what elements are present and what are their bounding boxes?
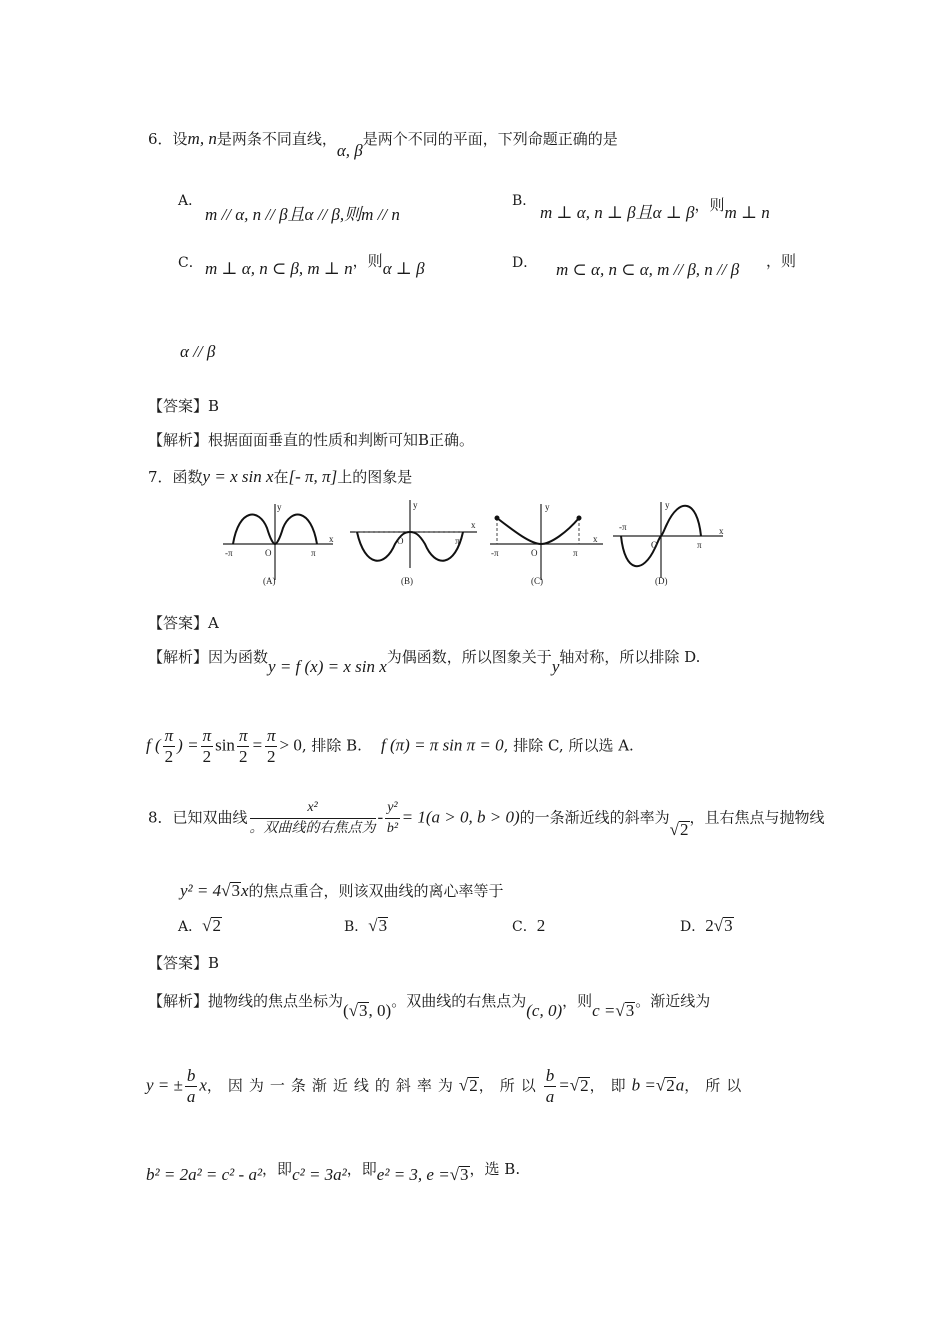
graph-d-y-label: y	[665, 500, 670, 510]
q8-option-d: D．2√3	[680, 916, 733, 935]
q7-l2-text2: , 排除 C, 所以选 A.	[503, 736, 634, 755]
q7-analysis-line1	[148, 646, 701, 676]
q7-analysis-text3: 轴对称，所以排除 D.	[559, 648, 701, 666]
q8-frac-x	[250, 798, 376, 839]
graph-b-origin: O	[397, 536, 404, 546]
q8-slope: √2	[669, 819, 689, 839]
q8-l3-t1: ，即	[262, 1160, 293, 1178]
q8-option-d-pre: 2	[705, 916, 714, 935]
q6-option-c	[205, 252, 425, 279]
graph-a-label: (A)	[263, 576, 276, 586]
q7-answer-value: A	[208, 614, 219, 632]
q8-a3-expr: c =√3	[592, 1001, 635, 1020]
q6-option-b-then: ，则	[694, 196, 725, 214]
q8-y2: y²	[385, 798, 399, 819]
q6-analysis-text: 根据面面垂直的性质和判断可知B正确。	[208, 431, 475, 449]
q8-analysis-line2: y = ± $\frac{b}{a}$ x，因为一条渐近线的斜率为√2，所以 $\frac{b}{a}$ =√2，即b =√2a，所以	[146, 1066, 748, 1106]
q7-stem	[148, 466, 412, 487]
q7-on: 在	[273, 468, 289, 486]
q8-l3-expr2: c² = 3a²	[292, 1165, 347, 1184]
q8-l2-frac2	[544, 1066, 557, 1107]
q7-l2-frac2-den: 2	[202, 747, 212, 766]
q8-l3-t3: ，选 B.	[469, 1160, 521, 1178]
q8-option-a-label: A．	[178, 919, 203, 935]
q8-b2: b²	[386, 821, 399, 836]
graph-b-x-label: x	[471, 520, 476, 530]
graph-c-origin: O	[531, 548, 538, 558]
q8-x2: x²	[250, 798, 376, 819]
q8-parabola-pre: y² = 4	[180, 881, 222, 900]
q8-a1-expr-post: , 0)	[368, 1001, 392, 1020]
q6-option-b-concl: m ⊥ n	[724, 203, 770, 222]
q7-text: 上的图象是	[337, 468, 413, 486]
q8-a2: 。双曲线的右焦点为	[249, 821, 376, 836]
q6-text1: 是两条不同直线，	[216, 130, 337, 148]
q6-option-d-then: ，则	[766, 252, 797, 270]
q8-l2-t3: ，即	[589, 1076, 632, 1095]
q8-a1-expr-pre: (	[343, 1001, 349, 1020]
q8-l2-y: y = ±	[146, 1075, 183, 1095]
q8-option-c-label: C．	[512, 919, 537, 935]
q7-analysis-y: y	[551, 657, 560, 676]
q8-l2-eq: =	[558, 1075, 570, 1095]
graph-c	[490, 502, 603, 586]
q8-a1-expr-sqrt: 3	[359, 1001, 368, 1020]
graph-b-y-label: y	[413, 500, 418, 510]
q7-l2-frac1	[163, 726, 176, 767]
graph-a-y-label: y	[277, 502, 282, 512]
q8-text2: ，且右焦点与抛物线	[689, 808, 825, 827]
q8-a3-text: ，则	[562, 992, 593, 1010]
q8-analysis-line1	[148, 990, 711, 1020]
graph-d	[613, 500, 724, 586]
q8-option-b-label: B．	[344, 919, 369, 935]
q8-answer	[148, 952, 219, 973]
graph-c-label: (C)	[531, 576, 543, 586]
q6-stem	[148, 128, 618, 160]
graph-c-endpoint-right	[577, 516, 582, 521]
q8-a2-text: 。双曲线的右焦点为	[391, 992, 527, 1010]
graph-a	[223, 502, 334, 586]
q8-parabola-sqrt: 3	[231, 881, 240, 900]
q8-analysis-line3	[146, 1158, 521, 1184]
graph-d-pi: π	[697, 540, 702, 550]
q6-mn: m, n	[187, 129, 217, 148]
graph-d-neg-pi: -π	[619, 522, 627, 532]
q6-option-b-label: B．	[512, 193, 537, 209]
q6-option-a-expr: m // α, n // β且α // β,则m // n	[205, 205, 400, 224]
q8-l2-b2: b	[545, 1066, 555, 1085]
q8-option-d-sqrt: 3	[724, 916, 733, 935]
q7-l2-eq: ) =	[177, 735, 199, 755]
q7-l2-frac3-den: 2	[238, 747, 248, 766]
q6-option-a-label: A．	[178, 193, 203, 209]
q7-func: y = x sin x	[202, 467, 274, 486]
q7-l2-sin: sin	[215, 735, 235, 755]
q8-number: 8．已知双曲线	[148, 808, 248, 827]
graph-a-neg-pi: -π	[225, 548, 233, 558]
q7-l2-frac4-den: 2	[266, 747, 276, 766]
q6-text2: 是两个不同的平面，下列命题正确的是	[362, 130, 618, 148]
q7-l2-gt: > 0	[279, 735, 302, 755]
q7-graphs	[215, 498, 735, 590]
q7-analysis-text1: 因为函数	[208, 648, 269, 666]
q6-option-c-then: ，则	[352, 252, 383, 270]
q7-l2-expr2: f (π) = π sin π = 0	[381, 735, 504, 755]
q8-stem	[148, 798, 825, 839]
graph-c-y-label: y	[545, 502, 550, 512]
q6-option-c-label: C．	[178, 255, 203, 271]
q7-number: 7．函数	[148, 468, 203, 486]
graph-a-x-label: x	[329, 534, 334, 544]
graph-b	[350, 500, 477, 586]
q8-option-c	[512, 916, 545, 936]
q8-a2-expr: (c, 0)	[526, 1001, 563, 1020]
q7-analysis-label: 【解析】	[148, 648, 209, 666]
q7-l2-frac3-num: π	[238, 726, 248, 745]
graph-c-pi: π	[573, 548, 578, 558]
q7-l2-f: f (	[146, 735, 161, 755]
q8-l2-expr-pre: b =	[631, 1075, 656, 1095]
q6-option-d-expr: m ⊂ α, n ⊂ α, m // β, n // β	[556, 260, 740, 279]
q6-option-d-label: D．	[512, 255, 538, 271]
q8-l3-sqrt: 3	[460, 1165, 469, 1184]
q6-option-b-expr: m ⊥ α, n ⊥ β且α ⊥ β	[540, 203, 695, 222]
q7-analysis-line2: f ( $\frac{\pi}{2}$ ) = $\frac{\pi}{2}$ sin $\frac{\pi}{2}$ = $\frac{\pi}{2}$ > 0, 排除 B. f (π) = π sin π = 0, 排除 C, 所以选 A.	[146, 726, 634, 766]
q8-slope-sqrt: 2	[680, 819, 689, 839]
q8-option-a-sqrt: 2	[212, 916, 221, 935]
q8-cond: = 1(a > 0, b > 0)	[401, 807, 520, 827]
q8-option-d-label: D．	[680, 919, 706, 935]
q8-a1-expr: (√3, 0)	[343, 1001, 392, 1020]
q8-a1: 抛物线的焦点坐标为	[208, 992, 344, 1010]
q8-l2-t2: ，所以	[478, 1076, 542, 1095]
q8-l2-x: x	[199, 1075, 207, 1095]
q6-option-c-expr: m ⊥ α, n ⊂ β, m ⊥ n	[205, 259, 353, 278]
q8-l2-t4: ，所以	[684, 1076, 748, 1095]
q8-l2-sqrt2c: 2	[666, 1075, 675, 1095]
q8-frac-y	[385, 798, 399, 839]
q8-l2-expr-post: a	[675, 1075, 685, 1095]
q8-a4-text: 。渐近线为	[635, 992, 711, 1010]
q8-option-b: B．√3	[344, 916, 388, 935]
q7-l2-frac2	[201, 726, 214, 767]
graph-b-pi: π	[455, 536, 460, 546]
q7-l2-frac1-den: 2	[164, 747, 174, 766]
q8-analysis-label: 【解析】	[148, 992, 209, 1010]
graph-a-pi: π	[311, 548, 316, 558]
q8-l2-t1: ，因为一条渐近线的斜率为	[206, 1076, 459, 1095]
q8-a3-expr-text: c =	[592, 1001, 616, 1020]
q6-option-c-concl: α ⊥ β	[382, 259, 425, 278]
graph-a-origin: O	[265, 548, 272, 558]
q6-number: 6．设	[148, 130, 188, 148]
q6-answer	[148, 395, 219, 416]
graph-d-label: (D)	[655, 576, 668, 586]
q8-stem-line2: y² = 4√3x的焦点重合，则该双曲线的离心率等于	[180, 881, 504, 900]
q7-l2-frac2-num: π	[202, 726, 212, 745]
graph-c-neg-pi: -π	[491, 548, 499, 558]
q7-analysis-expr: y = f (x) = x sin x	[268, 657, 387, 676]
q7-l2-frac4-num: π	[266, 726, 276, 745]
q8-a3-sqrt: 3	[625, 1001, 635, 1020]
q8-text3: 的焦点重合，则该双曲线的离心率等于	[248, 882, 504, 900]
q8-option-c-val: 2	[536, 916, 546, 935]
q7-l2-frac4	[265, 726, 278, 767]
q8-l3-expr1: b² = 2a² = c² - a²	[146, 1165, 263, 1184]
q8-l2-frac	[185, 1066, 198, 1107]
q7-answer-label: 【答案】	[148, 614, 209, 632]
q8-l2-sqrt2: 2	[469, 1075, 478, 1095]
q8-l2-b: b	[186, 1066, 196, 1085]
q6-answer-label: 【答案】	[148, 397, 209, 415]
graph-b-label: (B)	[401, 576, 413, 586]
q8-l3-expr3-text: e² = 3, e =	[376, 1165, 450, 1184]
q8-option-a: A．√2	[178, 916, 221, 935]
graph-c-curve	[497, 518, 579, 544]
q7-l2-frac1-num: π	[164, 726, 174, 745]
graph-d-origin: O	[651, 540, 658, 550]
graph-c-x-label: x	[593, 534, 598, 544]
q8-answer-value: B	[208, 954, 220, 972]
q6-answer-value: B	[208, 397, 220, 415]
q8-l2-sqrt2b: 2	[580, 1075, 589, 1095]
q8-l3-t2: ，即	[346, 1160, 377, 1178]
q7-answer	[148, 612, 219, 633]
q7-analysis-text2: 为偶函数，所以图象关于	[386, 648, 552, 666]
q6-ab: α, β	[336, 141, 363, 160]
graph-c-endpoint-left	[495, 516, 500, 521]
q8-parabola-post: x	[240, 881, 249, 900]
q8-minus: -	[377, 807, 384, 827]
graph-d-x-label: x	[719, 526, 724, 536]
q8-text1: 的一条渐近线的斜率为	[519, 808, 670, 827]
q6-analysis	[148, 429, 474, 450]
q8-l2-a: a	[186, 1087, 196, 1106]
q7-interval: [- π, π]	[288, 467, 338, 486]
q8-l3-expr3: e² = 3, e =√3	[376, 1165, 469, 1184]
q7-l2-text1: , 排除 B.	[301, 736, 362, 755]
q8-answer-label: 【答案】	[148, 954, 209, 972]
q8-l2-a2: a	[545, 1087, 555, 1106]
q6-analysis-label: 【解析】	[148, 431, 209, 449]
q8-option-b-sqrt: 3	[378, 916, 388, 935]
q7-l2-frac3	[237, 726, 250, 767]
q6-option-b	[540, 198, 770, 223]
q6-option-d-concl: α // β	[180, 342, 216, 361]
